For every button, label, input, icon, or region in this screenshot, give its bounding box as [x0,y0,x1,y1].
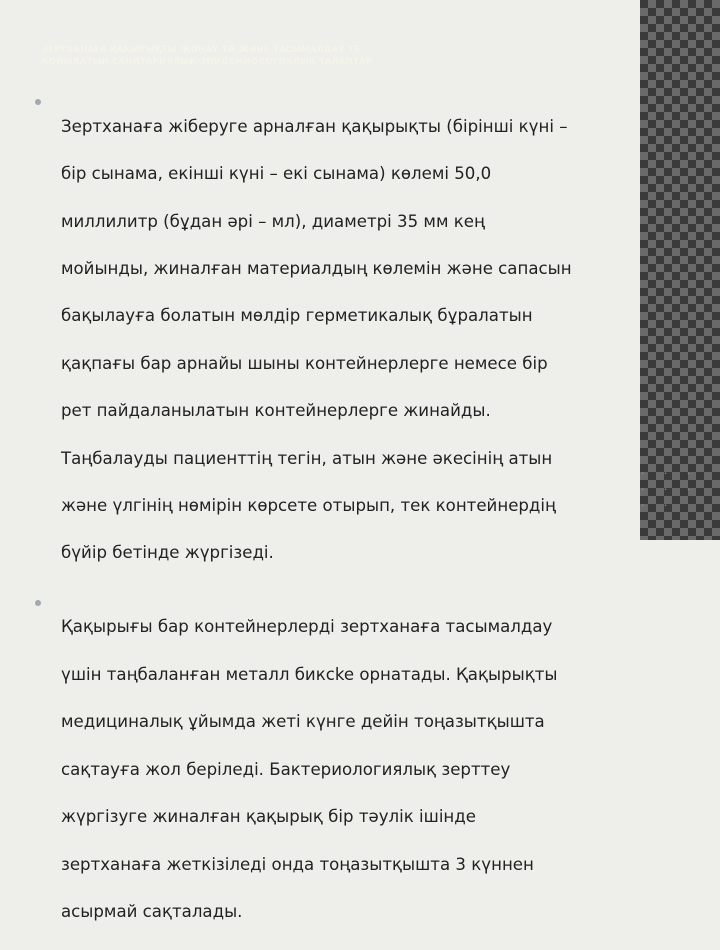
slide-title-line: ҚОЙЫЛАТЫН САНИТАРИЯЛЫҚ-ЭПИДЕМИОЛОГИЯЛЫҚ ТАЛАПТАР [42,57,373,67]
slide-title-line: ЗЕРТХАНАҒА ҚАҚЫРЫҚТЫ ЖОНАУ ТӘ ЖӘНЕ ТАСЫМАЛДАУ ТЕ [42,45,361,55]
bullet-text [61,91,661,589]
bullet-item [35,91,661,589]
bullet-line: және үлгінің нөмірін көрсете отырып, тек контейнердің [61,495,556,515]
slide-title [42,44,602,68]
slide-content [35,91,661,950]
bullet-dot-icon [35,99,41,105]
bullet-line: рет пайдаланылатын контейнерлерге жинайды. [61,401,491,421]
strip-dots: . . . . . . . . [640,467,698,509]
bullet-line: Таңбалауды пациенттің тегін, атын және әкесінің атын [61,448,553,468]
bullet-line: Зертханаға жіберуге арналған қақырықты (бірінші күні – [61,116,568,136]
bullet-dot-icon [35,600,41,606]
bullet-line: қақпағы бар арнайы шыны контейнерлерге немесе бір [61,353,548,373]
bullet-line: үшін таңбаланған металл биксke орнатады. Қақырықты [61,664,558,684]
bullet-line: бір сынама, екінші күні – екі сынама) көлемі 50,0 [61,164,492,184]
bullet-line: сақтауға жол беріледі. Бактериологиялық зерттеу [61,759,511,779]
bullet-item [35,592,661,948]
bullet-line: зертханаға жеткізіледі онда тоңазытқышта 3 күннен [61,854,534,874]
bullet-line: мойынды, жиналған материалдың көлемін және сапасын [61,258,572,278]
bullet-line: медициналық ұйымда жеті күнге дейін тоңазытқышта [61,712,545,732]
bullet-line: Қақырығы бар контейнерлерді зертханаға тасымалдау [61,617,553,637]
bullet-text [61,592,661,948]
bullet-line: бүйір бетінде жүргізеді. [61,543,274,563]
bullet-line: жүргізуге жиналған қақырық бір тәулік ішінде [61,807,476,827]
bullet-line: асырмай сақталады. [61,901,243,921]
bullet-line: бақылауға болатын мөлдір герметикалық бұралатын [61,306,533,326]
decorative-pattern-strip [640,0,720,540]
bullet-line: миллилитр (бұдан әрі – мл), диаметрі 35 мм кең [61,211,485,231]
